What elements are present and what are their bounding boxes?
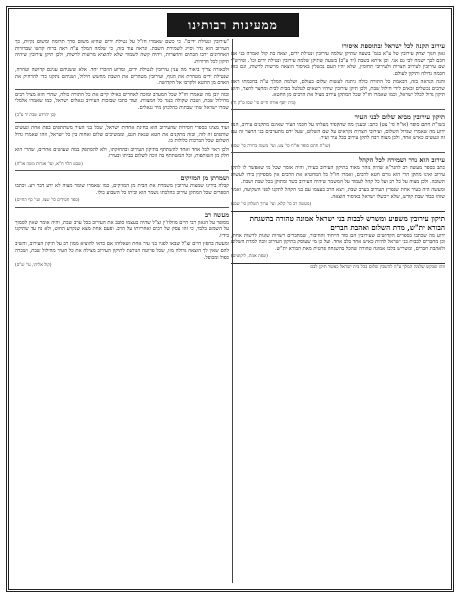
section-separator <box>231 152 445 153</box>
section-eruv-shalom <box>231 113 445 149</box>
section-title: ושמרתן מן המזיקים <box>180 174 229 183</box>
section-separator <box>15 122 229 123</box>
source-reference: (ספר חסידים סי' שצז, ועי' כף החיים) <box>15 198 80 204</box>
paragraph: ולכאורה צריך ביאור מה ענין עירובין לנטילת ידים, ומדוע הוזכרו יחד. אלא ששניהם ענינם קדושה וטהרה, שנטילת ידים מטהרת את הגוף, ועירובין מטהרים את השבת מחשש חילול, ושניהם נתקנו כדי להרחיק את האדם מן החטא ולקרבו אל הקדושה. <box>15 67 229 87</box>
header-banner <box>167 13 299 37</box>
page-frame <box>6 6 454 592</box>
section-title: עירוב הוא נדר ושמירה לכל הקהל <box>359 156 445 165</box>
paragraph: "עירובין ונטילת ידים". כי כשם שאמרו חז"ל על נטילת ידים שהיא משום סרך תרומה ומשום נקיות, כך העירוב הוא גדר וסייג לשמירת השבת. ונראה עוד בזה, כי שלמה המלך ע"ה ראה ברוח קדשו שבדורות האחרונים ירבו הבתים והחצרות, ויהיה קשה לשמור שלא להוציא מרשות לרשות, ולכן תיקן עירובין שיהיה תיקון לכל הדורות. <box>15 39 229 65</box>
left-block <box>15 125 229 167</box>
left-block <box>15 92 229 119</box>
source-reference: (בית יוסף אורח חיים סי' שסו ס"ק ח') <box>231 100 296 106</box>
paragraph: והנה הנראה בזה, דבאמת כל התורה כולה ניתנה לעשות שלום בעולם, ושלמה המלך ע"ה בחכמתו ראה שרבים נכשלים ובאים לידי חילול שבת, ולכן תיקן עירובין שיהיו רשאים לטלטל מבית לבית ומחצר לחצר, והוא תיקון גדול לכלל ישראל, וכמו שאמרו חז"ל שכל המתקן עירוב מציל את הרבים מן החטא. <box>231 79 445 99</box>
left-column <box>15 39 229 583</box>
source-reference: (מעשה רב סי' קלא, ועי' ערוך השלחן סי' שסג) <box>231 202 312 208</box>
paragraph: ועוד מצינו בספרי חסידות שהעירוב הוא בחינת אחדות ישראל, שכל בני העיר משתתפים בפת אחת ונעשים שותפים זה לזה, ובזה מתקנים את חטא שנאת חנם, וממשיכים שלום ואחוה בין כל ישראל, וזהו שאמרו גדול השלום שכל הברכות כלולות בו. <box>15 124 229 145</box>
paragraph: ידוע מה שכתבו בספרים הקדושים שעירובין הם סוד הייחוד והחיבור, שמחברים רשויות שונות לרשות אחת, וכן מחברים לבבות בני ישראל להיות כאיש אחד בלב אחד. ועל כן מי שעוסק בתיקון העירוב זוכה למדת השלום ולאהבת חברים, ומשריש בלבו אמונה טהורה שהכל בהשגחה פרטית מאת הבורא ית"ש. <box>231 232 445 252</box>
paragraph: גאון חנוך יצחק עירובין טל ע"א בגמ' בשעה שתיקן שלמה עירובין ונטילת ידים, יצאה בת קול ואמרה בני אם חכם לבך ישמח לבי גם אני. וכן איתא בשבת (יד ע"ב) בשעה שתיקן שלמה עירובין ונטילת ידים וכו'. ופירש"י שם עירובין לעירוב חצרות ולעירובי תחומין, שלא יהיו העם נכשלין באיסור הוצאה מרשות לרשות, וגם בזה חכמה גדולה ותיקון לעולם. <box>231 51 445 77</box>
section-title: מעשה רב <box>204 210 229 219</box>
section-separator <box>231 109 445 110</box>
paragraph: בשו"ת חתם סופר (או"ח סי' צט) כתב: ובענין מה שהקפיד מעלתו על חכמי העיר שאינם מתקנים עירוב, הנה ידוע מה שאמרו שגדול השלום, ועירובי חצרות נקראים על שם השלום, שעל ידם מתערבים בני החצר זה עם זה ונעשים כאיש אחד, ולכן מצוה רבה לתקן עירוב בכל עיר ועיר. <box>231 122 445 142</box>
paragraph: כתב בספר מעשה רב להגר"א שהיה נזהר מאוד בתיקון העירוב בעירו, והיה אומר שכל מי שאפשר לו לתקן עירוב ואינו מתקן הרי הוא גורם חטא לרבים, ואמרו חז"ל כל המחטיא את הרבים אין מספיקין בידו לעשות תשובה. ולכן מצוה על כל רב ועל כל קהל לעמוד על המשמר שיהיה העירוב כשר ומתוקן בכל שבת ושבת. <box>231 165 445 185</box>
source-reference: (שו"ת חתם סופר או"ח סי' צט, ועי' משנה ברורה סי' שסו) <box>231 143 331 149</box>
section-eruv-emunah <box>231 211 445 260</box>
paragraph: ובזה יובן מה שאמרו חז"ל שכל המערב ומזכה לאחרים כאילו קיים את כל התורה כולה, שהרי הוא מציל רבים מחילול שבת, ושבת שקולה כנגד כל המצוות. ועוד כתבו שבזכות העירוב נגאלים ישראל, כמו שאמרו אלמלי שמרו ישראל שתי שבתות כהלכתן מיד נגאלים. <box>15 91 229 111</box>
section-eruv-tikkun <box>231 42 445 106</box>
paragraph: ולכן ראוי לכל אחד ואחד להשתתף בתיקון העירוב ובהחזקתו, ולא להסתפק במה שעושים אחרים, שהרי הוא חלק מן השותפות, וכל המשתתף בה זוכה לשלום בביתו ובעירו. <box>15 146 229 160</box>
paragraph: מסופר על הגאון רבי חיים מוולוז'ין זצ"ל שהיה בעצמו סובב את העירוב בכל ערב שבת, והיה אומר שאין לסמוך על השמש בלבד, כי זהו עסק של רבים ואחריותו על הרב. ופעם אחת מצא שנקרע החוט, ולא נח עד שתיקנו בידיו. <box>15 219 229 239</box>
section-title: עירוב תקנה לכל ישראל ובתוספת איסורו <box>341 42 445 50</box>
bottom-note: וזהו שבקש שלמה המלך ע"ה להשכין שלום בכל בית ישראל כאשר תיקן לבם <box>231 263 445 271</box>
source-reference: (קול אליהו, עי' ש"ס) <box>15 263 52 269</box>
section-separator <box>15 207 229 208</box>
paragraph: ומעשה היה בעיר אחת שנפרץ העירוב בערב שבת, ויצא הרב בעצמו עם בני הקהל לתקנו לפני השקיעה, ואמר שזהו כבוד שבת קודש, שלא ייכשלו ישראל באיסור הוצאה. <box>231 187 445 200</box>
paragraph: ומעשה בחפץ חיים זצ"ל שבאו לפניו בני עיר אחת ושאלוהו אם כדאי להוציא ממון רב על תיקון העירוב, והשיב להם שאין לך הוצאה גדולה מזו, שכל פרוטה הנותנת לתיקון העירוב מצילה את כל העיר מחילול שבת, ושכרה כפול ומכופל. <box>15 241 229 261</box>
section-title: תיקון עירובין מביא שלום לבני העיר <box>354 113 445 122</box>
section-mazikim <box>15 174 229 204</box>
source-reference: (בן יהוידע שבת יד ע"ב) <box>15 113 56 119</box>
section-separator <box>15 170 229 171</box>
right-column <box>231 39 445 583</box>
page-title: ממעינות רבותינו <box>188 17 278 32</box>
section-separator <box>15 89 229 90</box>
section-title: תיקון עירובין משפיע ומשרש לבבות בני ישראל אמונה טהורה בהשגחת הבורא ית"ש, מדת השלום ואהבת חברים <box>231 211 445 232</box>
paragraph: קבלה בידינו שמצות עירובין משמרת את הבית מן המזיקים, כמו שאמרו שומר מצוה לא ידע דבר רע. וכתבו הספרים שכל המתקן עירוב כהלכתו נשמר הוא וביתו כל השבוע כולו. <box>15 183 229 196</box>
source-reference: (שפת אמת, ליקוטים) <box>231 254 268 260</box>
section-eruv-neder <box>231 156 445 207</box>
source-reference: (שבט הלוי ח"א, ועי' אגרות משה או"ח) <box>15 161 83 167</box>
section-maaseh-rav <box>15 211 229 269</box>
